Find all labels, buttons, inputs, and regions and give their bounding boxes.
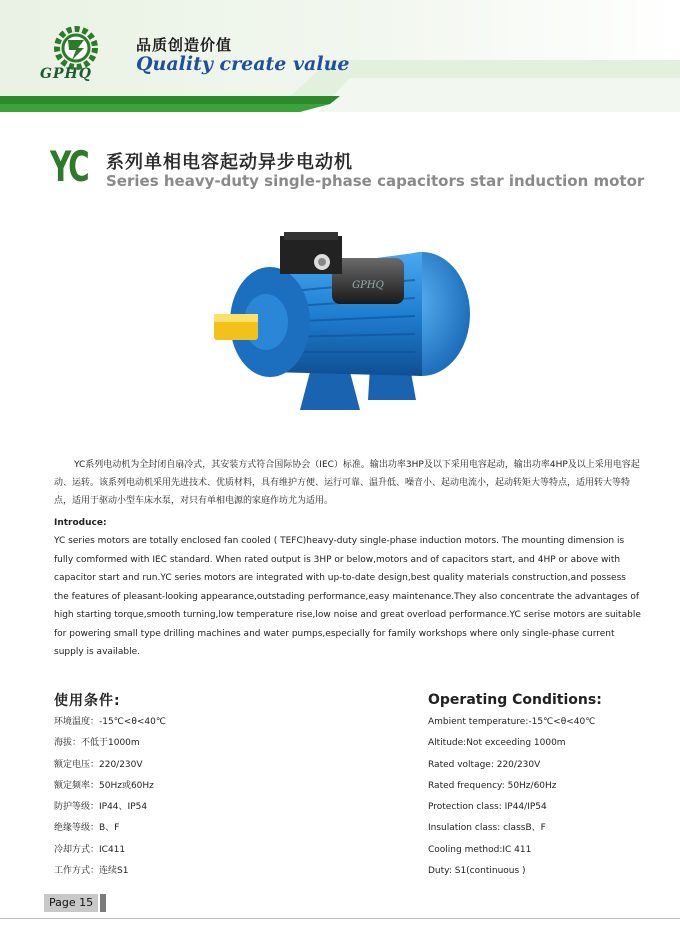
condition-item: Cooling method:IC 411	[428, 844, 532, 855]
condition-item: Ambient temperature:-15℃<θ<40℃	[428, 717, 596, 727]
product-title-chinese: 系列单相电容起动异步电动机	[106, 152, 353, 173]
condition-item: 绝缘等级：B、F	[54, 823, 120, 834]
condition-item: 环境温度：-15℃<θ<40℃	[54, 717, 166, 727]
page-number-accent	[100, 894, 106, 912]
condition-item: Rated voltage: 220/230V	[428, 759, 541, 770]
condition-item: 额定频率：50Hz或60Hz	[54, 780, 154, 791]
motor-image	[200, 222, 480, 422]
svg-text:GPHQ: GPHQ	[352, 280, 384, 291]
condition-item: 额定电压：220/230V	[54, 759, 143, 770]
description-chinese: YC系列电动机为全封闭自扇冷式，其安装方式符合国际协会（IEC）标准。输出功率3HP及以下采用电容起动，输出功率4HP及以上采用电容起动、运转。该系列电动机采用先进技术、优质材料，具有维护方便、运行可靠、温升低、噪音小、起动电流小，起动转矩大等特点，适用转大等特点，适用于驱动小型车床水泵，对只有单相电源的家庭作坊尤为适用。	[54, 460, 640, 506]
condition-item: 海拔：不低于1000m	[54, 738, 140, 749]
page-header	[0, 0, 680, 112]
condition-item: 工作方式：连续S1	[54, 866, 129, 877]
model-code: YC	[50, 142, 88, 191]
conditions-list-english	[428, 716, 595, 886]
condition-item: 冷却方式：IC411	[54, 844, 126, 855]
footer-divider	[0, 918, 680, 919]
condition-item: Altitude:Not exceeding 1000m	[428, 738, 566, 749]
logo-wordmark: GPHQ	[40, 66, 92, 82]
conditions-title-english: Operating Conditions:	[428, 692, 602, 708]
product-title-english: Series heavy-duty single-phase capacitors star induction motor	[106, 172, 645, 190]
condition-item: Insulation class: classB、F	[428, 823, 546, 834]
condition-item: Duty: S1(continuous )	[428, 866, 526, 877]
conditions-list-chinese	[54, 716, 166, 886]
slogan-english: Quality create value	[136, 53, 350, 75]
slogan-chinese: 品质创造价值	[136, 36, 233, 54]
conditions-title-chinese: 使用条件:	[54, 693, 121, 709]
condition-item: Protection class: IP44/IP54	[428, 802, 547, 813]
condition-item: 防护等级：IP44、IP54	[54, 802, 148, 813]
condition-item: Rated frequency: 50Hz/60Hz	[428, 780, 557, 791]
introduce-text: YC series motors are totally enclosed fan cooled ( TEFC)heavy-duty single-phase induction motors. The mounting dimension is fully comformed with IEC standard. When rated output is 3HP or below,motors and of capacitors start, and 4HP or above with capacitor start and run.YC series motors are integrated with up-to-date design,best quality materials construction,and possess the features of pleasant-looking appearance,outstading performance,easy maintenance.They also concentrate the advantages of high starting torque,smooth turning,low temperature rise,low noise and great overload performance.YC serise motors are suitable for powering small type drilling machines and water pumps,especially for family workshops where only single-phase current supply is available.	[54, 536, 641, 657]
page-number: Page 15	[44, 894, 98, 912]
introduce-label: Introduce:	[54, 518, 107, 528]
